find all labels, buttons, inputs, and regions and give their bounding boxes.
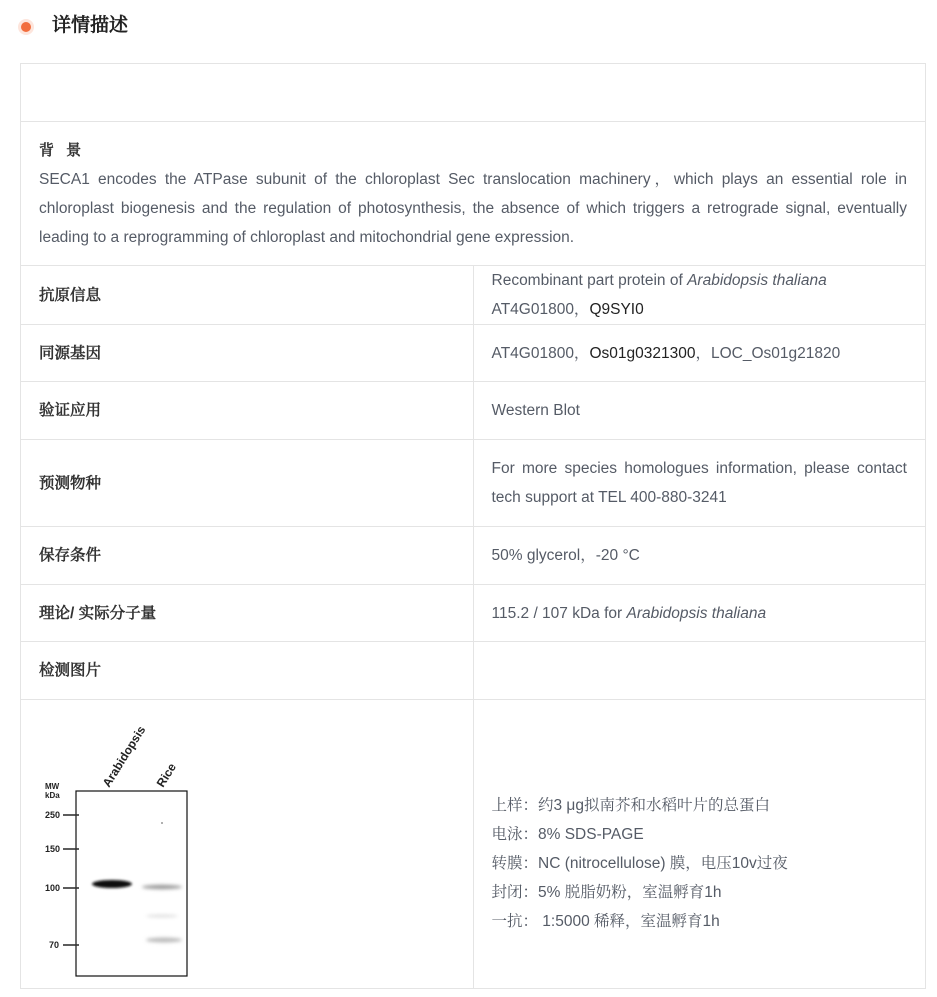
storage-label: 保存条件 [21, 527, 474, 585]
species-value: For more species homologues information, please contact tech support at TEL 400-880-3241 [473, 440, 926, 527]
blot-row [21, 700, 926, 989]
table-row [21, 325, 926, 382]
background-row [21, 122, 926, 266]
table-row [21, 527, 926, 585]
lane-label-rice: Rice [153, 760, 179, 790]
antigen-accession: Q9SYI0 [589, 301, 644, 318]
note-line: 封闭：5% 脱脂奶粉，室温孵育1h [491, 883, 722, 901]
image-value [473, 642, 926, 700]
antigen-mid: AT4G01800， [491, 301, 590, 318]
empty-row [21, 64, 926, 122]
note-line: 转膜：NC (nitrocellulose) 膜，电压10v过夜 [491, 854, 788, 872]
species-label: 预测物种 [21, 440, 474, 527]
section-title: 详情描述 [52, 15, 129, 36]
western-blot-figure [39, 702, 219, 987]
application-value: Western Blot [473, 382, 926, 440]
storage-value: 50% glycerol，-20 °C [473, 527, 926, 585]
mw-label: 理论/ 实际分子量 [21, 585, 474, 642]
mw-value [473, 585, 926, 642]
antigen-label: 抗原信息 [21, 266, 474, 325]
marker-label: 150 [45, 843, 61, 854]
mw-pre: 115.2 / 107 kDa for [491, 604, 627, 622]
table-row [21, 642, 926, 700]
note-line: 电泳：8% SDS-PAGE [491, 825, 644, 843]
mw-unit: kDa [45, 790, 60, 800]
mw-title: MW [45, 781, 60, 791]
antigen-value [473, 266, 926, 325]
table-row [21, 585, 926, 642]
image-label: 检测图片 [21, 642, 474, 700]
band-rice-main [142, 884, 182, 888]
band-arabidopsis-main [92, 880, 132, 888]
spec-table [20, 63, 926, 989]
marker-label: 100 [45, 882, 61, 893]
bullet-dot-icon [21, 22, 31, 32]
table-row [21, 266, 926, 325]
homolog-value [473, 325, 926, 382]
band-rice-faint [146, 914, 178, 917]
marker-label: 70 [49, 939, 60, 950]
blot-notes [473, 700, 926, 989]
western-blot-image [39, 702, 219, 987]
application-label: 验证应用 [21, 382, 474, 440]
note-line: 上样：约3 μg拟南芥和水稻叶片的总蛋白 [491, 796, 770, 814]
empty-cell [21, 64, 926, 122]
table-row [21, 440, 926, 527]
note-line: 一抗： 1:5000 稀释，室温孵育1h [491, 912, 720, 930]
background-title: 背 景 [39, 141, 86, 159]
lane-label-arabidopsis: Arabidopsis [99, 722, 149, 790]
homolog-label: 同源基因 [21, 325, 474, 382]
mw-species: Arabidopsis thaliana [626, 604, 767, 622]
background-cell [21, 122, 926, 266]
homolog-pre: AT4G01800， [491, 344, 590, 362]
marker-label: 250 [45, 809, 61, 820]
antigen-pre: Recombinant part protein of [491, 272, 688, 289]
homolog-post: ，LOC_Os01g21820 [695, 344, 841, 362]
homolog-gene: Os01g0321300 [589, 344, 696, 362]
antigen-species: Arabidopsis thaliana [687, 272, 827, 289]
background-text: SECA1 encodes the ATPase subunit of the chloroplast Sec translocation machinery，which plays an essential role in chloroplast biogenesis and the regulation of photosynthesis, the absence of which triggers a retrograde signal, eventually leading to a reprogramming of chloroplast and mitochondrial gene expression. [39, 170, 907, 246]
blot-speck [161, 822, 163, 824]
blot-cell [21, 700, 474, 989]
table-row [21, 382, 926, 440]
band-rice-lower [146, 937, 182, 942]
section-header [0, 0, 937, 52]
